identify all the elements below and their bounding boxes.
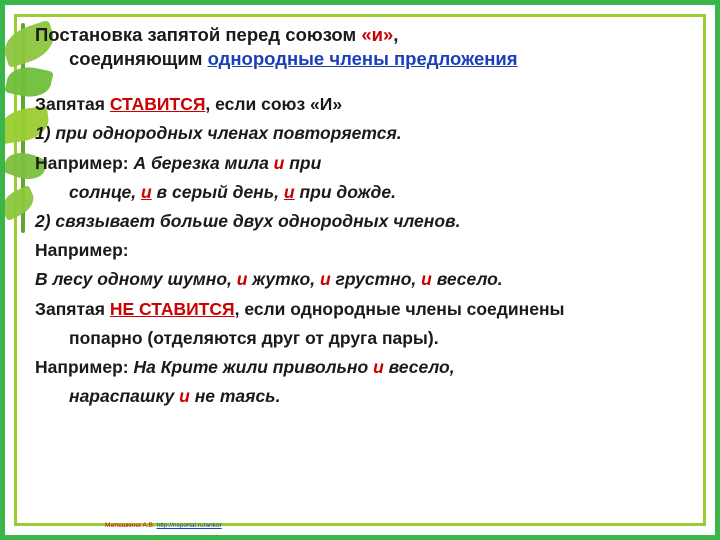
- rule-1-heading: [35, 93, 701, 115]
- rule-2-prefix: Запятая: [35, 298, 110, 319]
- example-4-label: Например:: [35, 357, 129, 378]
- title-spacer: [35, 71, 701, 93]
- example-1-text-c: солнце,: [69, 181, 141, 202]
- example-1-line-2: [35, 181, 701, 203]
- example-3-conjunction-1: и: [236, 269, 248, 290]
- footer-author: Матюшкина А.В.: [105, 522, 157, 529]
- example-4-line-1: [35, 356, 701, 378]
- footer-credit: [105, 522, 222, 529]
- example-1-label: Например:: [35, 152, 129, 173]
- rule-1-item-1: 1) при однородных членах повторяется.: [35, 123, 402, 144]
- title-text-part-2: соединяющим: [69, 48, 208, 70]
- example-3-conjunction-2: и: [319, 269, 331, 290]
- example-1-text-e: при дожде.: [294, 181, 396, 202]
- rule-2-accent: НЕ СТАВИТСЯ: [109, 298, 235, 319]
- example-3-line: [35, 268, 701, 290]
- example-3-text-c: грустно,: [330, 269, 422, 290]
- example-4-line-2: [35, 385, 701, 407]
- example-1-conjunction-3: и: [283, 181, 295, 202]
- example-1-text-d: в серый день,: [151, 181, 284, 202]
- rule-1-item-2: 2) связывает больше двух однородных членов.: [35, 210, 461, 231]
- footer-link[interactable]: http://nsportal.ru/ankor: [156, 522, 222, 529]
- example-1-text-a: А березка мила: [128, 152, 274, 173]
- example-4-text-b: весело,: [383, 357, 455, 378]
- rule-2-heading: [35, 298, 701, 320]
- rule-1-suffix: , если союз «И»: [205, 94, 343, 115]
- example-3-text-a: В лесу одному шумно,: [35, 269, 237, 290]
- example-1-line-1: [35, 152, 701, 174]
- example-3-text-d: весело.: [431, 269, 503, 290]
- title-text-part-1: Постановка запятой перед союзом: [35, 24, 362, 45]
- rule-1-accent: СТАВИТСЯ: [109, 94, 206, 115]
- rule-2-suffix: , если однородные члены соединены: [234, 298, 565, 319]
- example-4-conjunction-2: и: [179, 386, 190, 407]
- example-2-label: Например:: [35, 240, 129, 261]
- title-link-text: однородные члены предложения: [207, 48, 518, 70]
- title-conjunction: «и»: [361, 24, 394, 45]
- slide-content: [35, 23, 701, 505]
- example-1-text-b: при: [284, 152, 322, 173]
- slide-title-line-2: [35, 47, 701, 71]
- title-comma: ,: [393, 24, 399, 45]
- slide-title-line-1: [35, 23, 701, 47]
- rule-1-prefix: Запятая: [35, 94, 110, 115]
- example-1-conjunction-1: и: [273, 152, 285, 173]
- example-3-conjunction-3: и: [421, 269, 432, 290]
- example-3-text-b: жутко,: [247, 269, 320, 290]
- example-4-text-c: нараспашку: [69, 386, 180, 407]
- example-4-text-d: не таясь.: [189, 386, 281, 407]
- example-4-conjunction-1: и: [373, 357, 384, 378]
- example-4-text-a: На Крите жили привольно: [128, 357, 374, 378]
- example-1-conjunction-2: и: [140, 181, 152, 202]
- rule-2-line-2: попарно (отделяются друг от друга пары).: [69, 327, 439, 348]
